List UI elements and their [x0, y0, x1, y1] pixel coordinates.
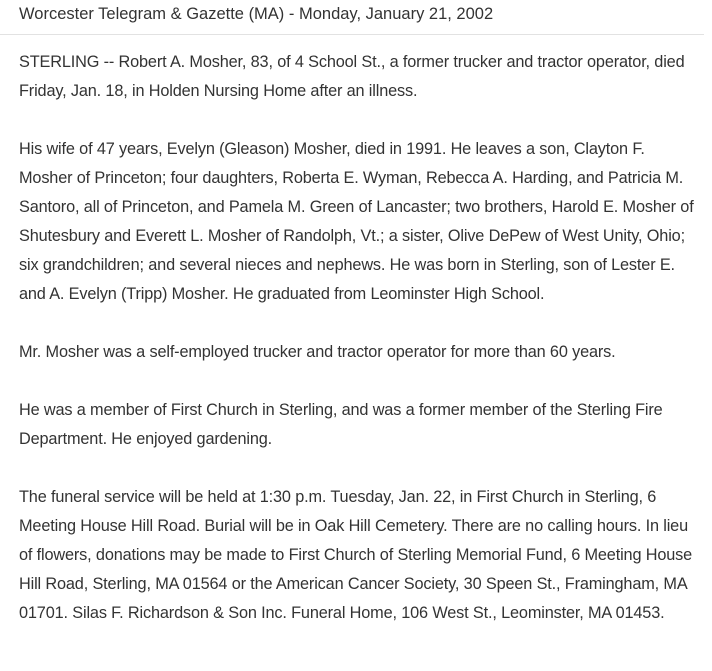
- paragraph-death-notice: STERLING -- Robert A. Mosher, 83, of 4 School St., a former trucker and tractor operator, died Friday, Jan. 18, in Holden Nursing Home after an illness.: [19, 53, 685, 100]
- paragraph-survivors: His wife of 47 years, Evelyn (Gleason) Mosher, died in 1991. He leaves a son, Clayton F. Mosher of Princeton; four daughters, Roberta E. Wyman, Rebecca A. Harding, and Patricia M. Santoro, all of Princeton, and Pamela M. Green of Lancaster; two brothers, Harold E. Mosher of Shutesbury and Everett L. Mosher of Randolph, Vt.; a sister, Olive DePew of West Unity, Ohio; six grandchildren; and several nieces and nephews. He was born in Sterling, son of Lester E. and A. Evelyn (Tripp) Mosher. He graduated from Leominster High School.: [19, 140, 694, 303]
- paragraph-occupation: Mr. Mosher was a self-employed trucker and tractor operator for more than 60 years.: [19, 343, 616, 361]
- header-divider: [0, 34, 704, 35]
- paragraph-memberships: He was a member of First Church in Sterling, and was a former member of the Sterling Fire Department. He enjoyed gardening.: [19, 401, 663, 448]
- obituary-body: [19, 48, 702, 628]
- paragraph-funeral-arrangements: The funeral service will be held at 1:30 p.m. Tuesday, Jan. 22, in First Church in Sterling, 6 Meeting House Hill Road. Burial will be in Oak Hill Cemetery. There are no calling hours. In lieu of flowers, donations may be made to First Church of Sterling Memorial Fund, 6 Meeting House Hill Road, Sterling, MA 01564 or the American Cancer Society, 30 Speen St., Framingham, MA 01701. Silas F. Richardson & Son Inc. Funeral Home, 106 West St., Leominster, MA 01453.: [19, 488, 693, 622]
- publication-source-line: Worcester Telegram & Gazette (MA) - Monday, January 21, 2002: [19, 5, 494, 23]
